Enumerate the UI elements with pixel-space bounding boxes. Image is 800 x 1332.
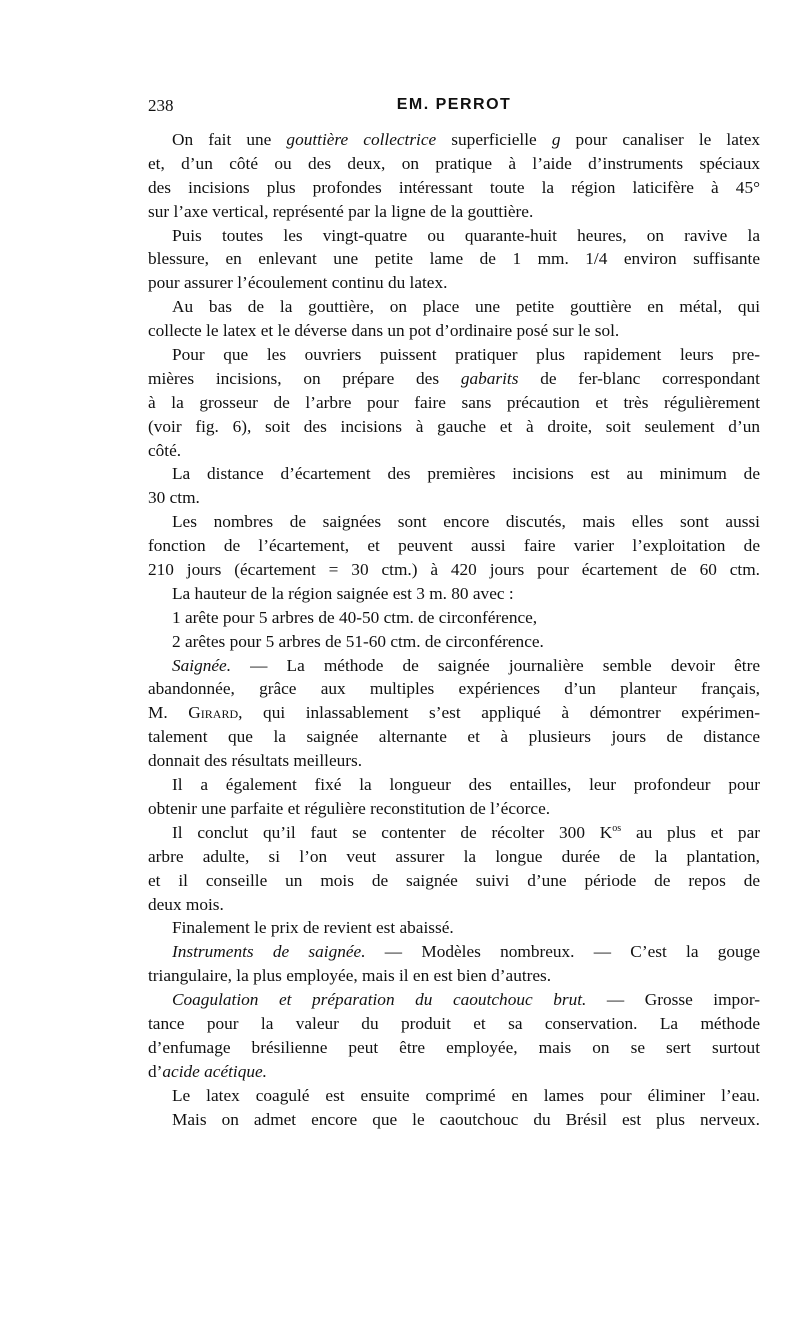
text-segment: sur l’axe vertical, représenté par la ligne de la gouttière. [148,201,534,221]
small-caps-name: Girard [188,703,239,723]
text-line [148,1036,760,1060]
text-segment: 210 jours (écartement = 30 ctm.) à 420 jours pour écartement de 60 ctm. [148,560,760,580]
text-line [148,319,760,343]
text-segment: arbre adulte, si l’on veut assurer la longue durée de la plantation, [148,846,760,866]
italic-text: gabarits [460,368,519,388]
text-segment: au plus et par [621,822,760,842]
text-line [148,534,760,558]
text-segment: 1 arête pour 5 arbres de 40-50 ctm. de circonférence, [172,607,538,627]
text-line [148,1012,760,1036]
text-segment: Les nombres de saignées sont encore discutés, mais elles sont aussi [172,512,760,532]
text-line [148,271,760,295]
text-segment: La distance d’écartement des premières incisions est au minimum de [172,464,760,484]
text-segment: d’ [148,1061,163,1081]
text-segment: , qui inlassablement s’est appliqué à démontrer expérimen- [238,703,760,723]
text-line [148,462,760,486]
text-segment: côté. [148,440,182,460]
text-line [148,128,760,152]
text-segment: Pour que les ouvriers puissent pratiquer plus rapidement leurs pre- [172,345,760,365]
text-segment: et, d’un côté ou des deux, on pratique à l’aide d’instruments spéciaux [148,153,760,173]
text-line [148,176,760,200]
text-segment: superficielle [436,130,552,149]
text-line [148,295,760,319]
text-line [148,677,760,701]
text-segment: de fer-blanc correspondant [518,368,760,388]
page-number: 238 [148,96,174,115]
text-line [148,1060,760,1084]
text-segment: On fait une [172,130,287,149]
text-line [148,582,760,606]
text-segment: pour canaliser le latex [560,130,761,149]
text-segment: abandonnée, grâce aux multiples expériences d’un planteur français, [148,679,760,699]
text-segment: La hauteur de la région saignée est 3 m. 80 avec : [172,583,514,603]
text-line [148,486,760,510]
text-line [148,510,760,534]
italic-text: g [551,130,561,149]
text-line [148,773,760,797]
italic-text: gouttière collectrice [286,130,437,149]
text-segment: Le latex coagulé est ensuite comprimé en lames pour éliminer l’eau. [172,1085,760,1105]
text-line [148,200,760,224]
text-line [148,1108,760,1132]
text-line [148,391,760,415]
text-line [148,988,760,1012]
body-text [148,128,760,1131]
text-line [148,797,760,821]
text-line [148,916,760,940]
text-line [148,367,760,391]
text-segment: Mais on admet encore que le caoutchouc du Brésil est plus nerveux. [172,1109,760,1129]
text-line [148,439,760,463]
text-line [148,1084,760,1108]
italic-text: acide acétique. [162,1061,268,1081]
text-line [148,869,760,893]
page-header [148,96,760,120]
text-segment: Il a également fixé la longueur des entailles, leur profondeur pour [172,775,760,795]
text-line [148,606,760,630]
text-segment: Au bas de la gouttière, on place une petite gouttière en métal, qui [172,297,760,317]
text-line [148,415,760,439]
text-line [148,654,760,678]
text-segment: pour assurer l’écoulement continu du latex. [148,273,448,293]
text-line [148,701,760,725]
text-segment: — La méthode de saignée journalière semble devoir être [231,655,760,675]
text-segment: fonction de l’écartement, et peuvent aussi faire varier l’exploitation de [148,536,760,556]
text-segment: (voir fig. 6), soit des incisions à gauche et à droite, soit seulement d’un [148,416,760,436]
text-line [148,940,760,964]
italic-text: Instruments de saignée. [172,942,366,962]
text-line [148,152,760,176]
text-segment: mières incisions, on prépare des [148,368,461,388]
text-segment: et il conseille un mois de saignée suivi d’une période de repos de [148,870,760,890]
text-segment: Il conclut qu’il faut se contenter de récolter 300 K [172,822,613,842]
text-segment: talement que la saignée alternante et à plusieurs jours de distance [148,727,760,747]
text-segment: donnait des résultats meilleurs. [148,751,363,771]
text-line [148,558,760,582]
italic-text: Saignée. [172,655,232,675]
text-segment: 2 arêtes pour 5 arbres de 51-60 ctm. de circonférence. [172,631,544,651]
text-line [148,224,760,248]
italic-text: Coagulation et préparation du caoutchouc brut. [172,990,587,1010]
text-line [148,725,760,749]
running-head: EM. PERROT [396,96,512,113]
text-segment: 30 ctm. [148,488,200,508]
text-segment: triangulaire, la plus employée, mais il en est bien d’autres. [148,966,552,986]
text-segment: Finalement le prix de revient est abaissé. [172,918,454,938]
text-line [148,749,760,773]
text-segment: blessure, en enlevant une petite lame de 1 mm. 1/4 environ suffisante [148,249,760,269]
text-segment: à la grosseur de l’arbre pour faire sans précaution et très régulièrement [148,392,760,412]
text-segment: obtenir une parfaite et régulière reconstitution de l’écorce. [148,798,551,818]
text-line [148,845,760,869]
text-segment: tance pour la valeur du produit et sa conservation. La méthode [148,1013,760,1033]
text-line [148,964,760,988]
text-segment: — Grosse impor- [586,990,760,1010]
text-segment: des incisions plus profondes intéressant toute la région laticifère à 45° [148,177,760,197]
text-line [148,893,760,917]
text-segment: deux mois. [148,894,224,914]
text-segment: Puis toutes les vingt-quatre ou quarante-huit heures, on ravive la [172,225,760,245]
text-line [148,821,760,845]
text-segment: M. [148,703,189,723]
text-line [148,343,760,367]
text-line [148,630,760,654]
text-segment: d’enfumage brésilienne peut être employée, mais on se sert surtout [148,1037,760,1057]
text-line [148,247,760,271]
text-segment: — Modèles nombreux. — C’est la gouge [365,942,760,962]
superscript: os [612,823,622,835]
text-segment: collecte le latex et le déverse dans un pot d’ordinaire posé sur le sol. [148,321,620,341]
